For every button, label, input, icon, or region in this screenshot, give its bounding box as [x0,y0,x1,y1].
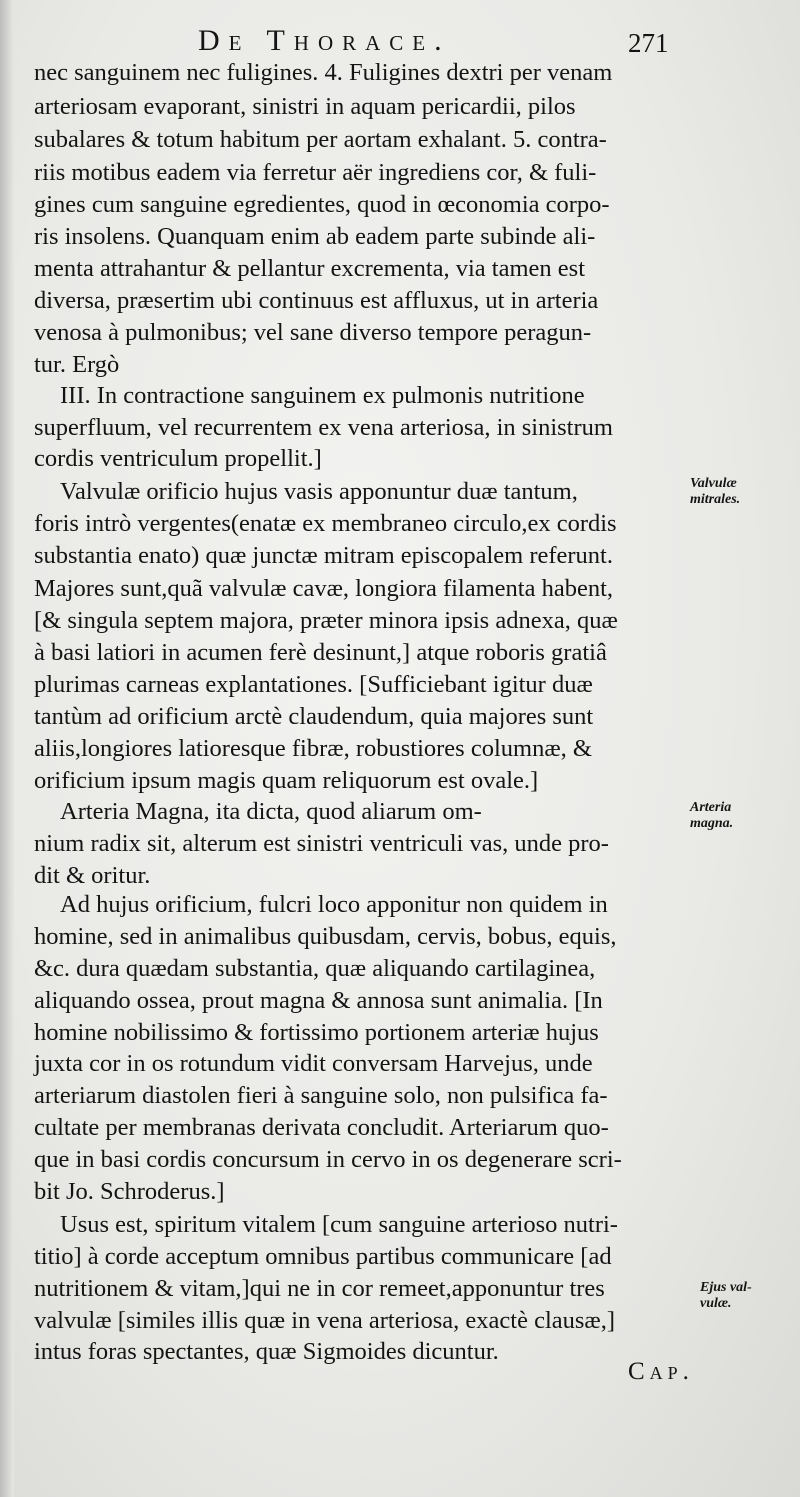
text-line: aliquando ossea, prout magna & annosa sunt animalia. [In [34,987,603,1014]
text-line: diversa, præsertim ubi continuus est affluxus, ut in arteria [34,287,599,314]
text-line: juxta cor in os rotundum vidit conversam Harvejus, unde [34,1050,593,1077]
text-line: superfluum, vel recurrentem ex vena arteriosa, in sinistrum [34,414,613,441]
text-line: homine nobilissimo & fortissimo portionem arteriæ hujus [34,1019,599,1046]
margin-note [690,476,740,508]
text-line: cultate per membranas derivata concludit. Arteriarum quo- [34,1114,609,1141]
running-title: De Thorace. [198,24,451,57]
text-line: nutritionem & vitam,]qui ne in cor remeet,apponuntur tres [34,1275,605,1302]
margin-note-line: Arteria [690,800,732,815]
text-line: arteriarum diastolen fieri à sanguine solo, non pulsifica fa- [34,1082,608,1109]
text-line: Valvulæ orificio hujus vasis apponuntur duæ tantum, [60,478,578,505]
text-line: intus foras spectantes, quæ Sigmoides dicuntur. [34,1338,499,1365]
text-line: subalares & totum habitum per aortam exhalant. 5. contra- [34,126,607,153]
text-line: cordis ventriculum propellit.] [34,445,322,472]
text-line: III. In contractione sanguinem ex pulmonis nutritione [60,382,585,409]
text-line: [& singula septem majora, præter minora ipsis adnexa, quæ [34,607,618,634]
text-line: plurimas carneas explantationes. [Sufficiebant igitur duæ [34,671,593,698]
text-line: valvulæ [similes illis quæ in vena arteriosa, exactè clausæ,] [34,1307,616,1334]
text-line: tantùm ad orificium arctè claudendum, quia majores sunt [34,703,594,730]
margin-note-line: Ejus val- [700,1280,752,1295]
catchword: Cap. [628,1358,694,1385]
text-line: à basi latiori in acumen ferè desinunt,] atque roboris gratiâ [34,639,607,666]
text-line: venosa à pulmonibus; vel sane diverso tempore peragun- [34,319,592,346]
text-line: titio] à corde acceptum omnibus partibus communicare [ad [34,1243,612,1270]
text-line: substantia enato) quæ junctæ mitram episcopalem referunt. [34,542,613,569]
text-line: homine, sed in animalibus quibusdam, cervis, bobus, equis, [34,923,617,950]
margin-note [700,1280,752,1312]
margin-note-line: Valvulæ [690,476,737,491]
text-line: Arteria Magna, ita dicta, quod aliarum om- [60,798,482,825]
text-line: Ad hujus orificium, fulcri loco apponitur non quidem in [60,891,608,918]
text-line: bit Jo. Schroderus.] [34,1178,225,1205]
text-line: gines cum sanguine egredientes, quod in œconomia corpo- [34,191,610,218]
text-line: aliis,longiores latioresque fibræ, robustiores columnæ, & [34,735,592,762]
text-line: menta attrahantur & pellantur excrementa, via tamen est [34,255,586,282]
text-line: nium radix sit, alterum est sinistri ventriculi vas, unde pro- [34,830,609,857]
text-line: orificium ipsum magis quam reliquorum est ovale.] [34,767,539,794]
page-edge-shadow [0,0,14,1497]
text-line: tur. Ergò [34,351,120,378]
text-line: riis motibus eadem via ferretur aër ingrediens cor, & fuli- [34,159,597,186]
text-line: arteriosam evaporant, sinistri in aquam pericardii, pilos [34,93,576,120]
text-line: ris insolens. Quanquam enim ab eadem parte subinde ali- [34,223,596,250]
margin-note [690,800,733,832]
text-line: que in basi cordis concursum in cervo in os degenerare scri- [34,1146,622,1173]
text-line: Usus est, spiritum vitalem [cum sanguine arterioso nutri- [60,1211,618,1238]
text-line: foris intrò vergentes(enatæ ex membraneo circulo,ex cordis [34,510,617,537]
text-line: nec sanguinem nec fuligines. 4. Fuligines dextri per venam [34,59,613,86]
text-line: dit & oritur. [34,862,151,889]
text-line: &c. dura quædam substantia, quæ aliquando cartilaginea, [34,955,596,982]
margin-note-line: vulæ. [700,1296,732,1311]
margin-note-line: mitrales. [690,492,741,507]
margin-note-line: magna. [690,816,734,831]
text-line: Majores sunt,quã valvulæ cavæ, longiora filamenta habent, [34,575,614,602]
page-number: 271 [628,28,669,58]
